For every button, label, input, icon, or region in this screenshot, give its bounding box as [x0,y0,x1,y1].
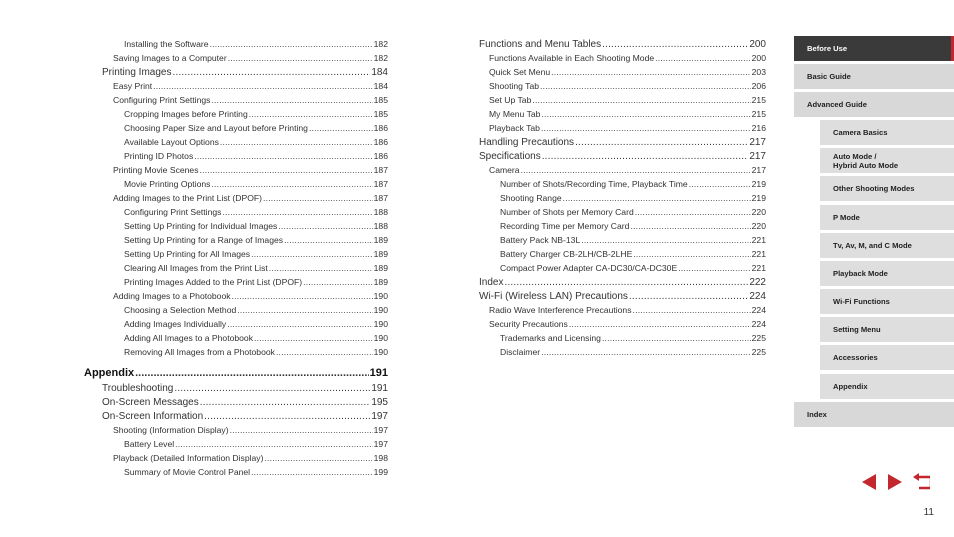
toc-entry[interactable] [479,277,766,291]
toc-entry-title: Available Layout Options [124,137,219,147]
toc-entry[interactable] [124,179,388,193]
next-page-icon [886,473,904,491]
toc-entry[interactable] [479,291,766,305]
toc-entry-page: 206 [751,81,766,91]
toc-entry-title: Setting Up Printing for a Range of Images [124,235,284,245]
toc-entry-page: 189 [373,277,388,287]
toc-entry[interactable] [113,291,388,305]
toc-entry-title: Security Precautions [489,319,568,329]
toc-entry-page: 215 [751,95,766,105]
toc-entry-page: 191 [371,383,388,394]
toc-entry-title: Appendix [84,367,135,379]
toc-entry-page: 224 [749,291,766,302]
sidebar-tab-label: Accessories [833,353,878,362]
sidebar-tab-auto-mode-hybrid-auto-mode[interactable] [820,148,954,173]
sidebar-tab-label: Camera Basics [833,128,888,137]
toc-entry-title: Setting Up Printing for Individual Images [124,221,278,231]
toc-entry-page: 220 [751,221,766,231]
toc-entry-title: Functions and Menu Tables [479,39,602,50]
toc-entry[interactable] [113,95,388,109]
toc-entry-page: 189 [373,235,388,245]
return-icon [912,473,930,491]
dot-leader [204,411,370,422]
toc-entry[interactable] [489,109,766,123]
toc-entry-page: 186 [373,137,388,147]
sidebar-tab-camera-basics[interactable] [820,120,954,145]
toc-entry-page: 217 [749,151,766,162]
toc-entry-title: Compact Power Adapter CA-DC30/CA-DC30E [500,263,678,273]
toc-entry-page: 195 [371,397,388,408]
toc-entry[interactable] [500,249,766,263]
dot-leader [629,291,748,302]
toc-entry-title: Handling Precautions [479,137,575,148]
toc-entry[interactable] [113,425,388,439]
toc-entry-title: Playback (Detailed Information Display) [113,453,264,463]
toc-entry[interactable] [102,397,388,411]
toc-entry-title: Summary of Movie Control Panel [124,467,251,477]
dot-leader [581,235,750,245]
toc-entry[interactable] [489,319,766,333]
toc-entry-page: 197 [373,439,388,449]
toc-entry-page: 187 [373,193,388,203]
toc-entry[interactable] [479,137,766,151]
toc-entry[interactable] [102,67,388,81]
toc-entry-page: 189 [373,249,388,259]
toc-entry-title: Playback Tab [489,123,540,133]
dot-leader [194,151,372,161]
toc-entry-title: Camera [489,165,520,175]
toc-entry-title: Quick Set Menu [489,67,551,77]
toc-entry-title: On-Screen Information [102,411,204,422]
toc-entry-page: 221 [751,235,766,245]
toc-entry-page: 197 [371,411,388,422]
sidebar-tab-wi-fi-functions[interactable] [820,289,954,314]
toc-entry[interactable] [113,165,388,179]
dot-leader [504,277,748,288]
sidebar-tab-label: Before Use [807,44,848,53]
toc-entry-page: 190 [373,305,388,315]
toc-entry-title: Clearing All Images from the Print List [124,263,268,273]
toc-entry[interactable] [124,319,388,333]
toc-entry[interactable] [479,151,766,165]
toc-entry-title: Radio Wave Interference Precautions [489,305,632,315]
toc-entry-title: Adding All Images to a Photobook [124,333,253,343]
toc-entry-page: 198 [373,453,388,463]
toc-entry-title: Battery Level [124,439,175,449]
toc-entry-page: 184 [371,67,388,78]
dot-leader [237,305,372,315]
dot-leader [200,165,373,175]
toc-entry-page: 189 [373,263,388,273]
dot-leader [540,81,751,91]
toc-entry-title: Troubleshooting [102,383,174,394]
toc-entry-page: 184 [373,81,388,91]
sidebar-tab-p-mode[interactable] [820,205,954,230]
dot-leader [175,439,372,449]
toc-entry-page: 224 [751,305,766,315]
toc-entry-page: 221 [751,263,766,273]
toc-entry[interactable] [489,165,766,179]
toc-entry-page: 199 [373,467,388,477]
toc-entry-page: 224 [751,319,766,329]
sidebar-tab-label: Playback Mode [833,269,888,278]
toc-entry-page: 197 [373,425,388,435]
toc-entry-title: Recording Time per Memory Card [500,221,630,231]
toc-entry-title: Shooting Range [500,193,562,203]
toc-entry-page: 219 [751,193,766,203]
sidebar-tab-label: Other Shooting Modes [833,184,915,193]
toc-entry-title: Easy Print [113,81,153,91]
toc-entry[interactable] [500,333,766,347]
sidebar-tab-label: Tv, Av, M, and C Mode [833,241,912,250]
dot-leader [251,249,373,259]
toc-entry-title: Battery Pack NB-13L [500,235,581,245]
dot-leader [228,53,373,63]
toc-entry[interactable] [113,453,388,467]
toc-entry-title: Disclaimer [500,347,541,357]
toc-entry[interactable] [479,39,766,53]
dot-leader [541,123,751,133]
page-number: 11 [923,507,934,518]
toc-entry[interactable] [124,109,388,123]
sidebar-tab-label: Setting Menu [833,325,881,334]
toc-entry-page: 187 [373,179,388,189]
toc-entry[interactable] [500,235,766,249]
toc-entry-page: 222 [749,277,766,288]
toc-entry[interactable] [489,123,766,137]
toc-entry[interactable] [124,305,388,319]
toc-entry-title: Choosing a Selection Method [124,305,237,315]
dot-leader [551,67,751,77]
toc-entry-page: 186 [373,151,388,161]
dot-leader [211,95,372,105]
dot-leader [249,109,373,119]
dot-leader [210,39,373,49]
page-navigation [860,472,934,492]
toc-entry[interactable] [500,347,766,361]
toc-entry-title: Number of Shots/Recording Time, Playback Time [500,179,688,189]
toc-entry-title: Printing Images Added to the Print List (DPOF) [124,277,303,287]
toc-entry-page: 182 [373,39,388,49]
dot-leader [200,397,371,408]
toc-entry-page: 182 [373,53,388,63]
sidebar-tab-playback-mode[interactable] [820,261,954,286]
dot-leader [521,165,751,175]
toc-entry[interactable] [124,137,388,151]
toc-entry-title: Printing ID Photos [124,151,194,161]
dot-leader [284,235,373,245]
toc-entry-title: Shooting (Information Display) [113,425,229,435]
toc-entry-title: Adding Images Individually [124,319,227,329]
sidebar-tab-before-use[interactable] [794,36,954,61]
dot-leader [532,95,750,105]
dot-leader [303,277,372,287]
sidebar-tab-basic-guide[interactable] [794,64,954,89]
dot-leader [633,305,751,315]
dot-leader [689,179,751,189]
dot-leader [264,453,372,463]
dot-leader [278,221,372,231]
toc-entry[interactable] [500,263,766,277]
dot-leader [232,291,373,301]
dot-leader [563,193,751,203]
toc-entry-page: 200 [751,53,766,63]
sidebar-tab-label: P Mode [833,213,860,222]
dot-leader [655,53,751,63]
toc-entry[interactable] [124,249,388,263]
dot-leader [635,207,751,217]
toc-entry[interactable] [124,123,388,137]
dot-leader [630,221,750,231]
toc-entry-title: Wi-Fi (Wireless LAN) Precautions [479,291,628,302]
toc-entry-page: 221 [751,249,766,259]
toc-entry-title: Adding Images to the Print List (DPOF) [113,193,263,203]
toc-entry-page: 220 [751,207,766,217]
dot-leader [222,207,372,217]
sidebar-tab-advanced-guide[interactable] [794,92,954,117]
dot-leader [220,137,373,147]
toc-entry[interactable] [489,53,766,67]
dot-leader [227,319,372,329]
toc-entry-page: 186 [373,123,388,133]
toc-entry-title: Printing Movie Scenes [113,165,199,175]
toc-entry-title: My Menu Tab [489,109,541,119]
toc-entry-title: On-Screen Messages [102,397,199,408]
toc-entry-title: Configuring Print Settings [113,95,211,105]
toc-entry-title: Setting Up Printing for All Images [124,249,251,259]
toc-entry[interactable] [500,221,766,235]
toc-entry-page: 191 [369,367,388,379]
toc-entry-page: 190 [373,347,388,357]
toc-entry[interactable] [124,263,388,277]
toc-entry[interactable] [124,347,388,361]
toc-entry-title: Choosing Paper Size and Layout before Printing [124,123,308,133]
toc-entry-page: 219 [751,179,766,189]
toc-entry-page: 216 [751,123,766,133]
toc-entry-page: 217 [749,137,766,148]
dot-leader [678,263,750,273]
dot-leader [251,467,373,477]
dot-leader [254,333,373,343]
toc-entry[interactable] [102,383,388,397]
toc-entry[interactable] [124,207,388,221]
dot-leader [153,81,372,91]
toc-entry[interactable] [489,95,766,109]
toc-entry[interactable] [489,305,766,319]
next-page-button[interactable] [886,473,904,491]
toc-entry-page: 185 [373,109,388,119]
sidebar-tab-label: Auto Mode / Hybrid Auto Mode [833,151,899,170]
prev-page-button[interactable] [860,473,878,491]
toc-entry[interactable] [500,179,766,193]
toc-entry-title: Movie Printing Options [124,179,211,189]
toc-entry[interactable] [124,39,388,53]
dot-leader [309,123,373,133]
toc-entry-page: 225 [751,333,766,343]
toc-entry-page: 188 [373,207,388,217]
toc-entry-page: 200 [749,39,766,50]
dot-leader [135,367,369,379]
toc-entry-page: 185 [373,95,388,105]
toc-entry-title: Cropping Images before Printing [124,109,248,119]
dot-leader [575,137,748,148]
toc-entry[interactable] [124,333,388,347]
sidebar-tab-label: Wi-Fi Functions [833,297,890,306]
toc-entry[interactable] [500,193,766,207]
return-button[interactable] [912,473,930,491]
toc-entry-page: 203 [751,67,766,77]
sidebar-tab-label: Appendix [833,382,868,391]
dot-leader [276,347,373,357]
toc-entry[interactable] [113,53,388,67]
sidebar-tab-label: Basic Guide [807,72,851,81]
dot-leader [174,383,370,394]
toc-entry-title: Set Up Tab [489,95,532,105]
dot-leader [211,179,372,189]
sidebar-tab-accessories[interactable] [820,345,954,370]
toc-entry-page: 190 [373,291,388,301]
dot-leader [541,109,750,119]
toc-entry-title: Trademarks and Licensing [500,333,601,343]
dot-leader [633,249,750,259]
toc-entry-page: 217 [751,165,766,175]
sidebar-tab-other-shooting-modes[interactable] [820,176,954,201]
dot-leader [269,263,373,273]
toc-entry-title: Battery Charger CB-2LH/CB-2LHE [500,249,633,259]
toc-entry-title: Removing All Images from a Photobook [124,347,275,357]
toc-entry[interactable] [124,235,388,249]
toc-entry[interactable] [489,67,766,81]
toc-entry-page: 190 [373,333,388,343]
toc-entry-title: Functions Available in Each Shooting Mode [489,53,655,63]
toc-entry-title: Number of Shots per Memory Card [500,207,634,217]
toc-entry[interactable] [102,411,388,425]
dot-leader [602,333,751,343]
dot-leader [263,193,373,203]
dot-leader [541,347,751,357]
sidebar-tab-label: Advanced Guide [807,100,867,109]
prev-page-icon [860,473,878,491]
toc-entry-title: Adding Images to a Photobook [113,291,231,301]
toc-entry-title: Index [479,277,504,288]
sidebar-tab-setting-menu[interactable] [820,317,954,342]
toc-entry-title: Installing the Software [124,39,209,49]
toc-entry[interactable] [489,81,766,95]
dot-leader [230,425,373,435]
dot-leader [172,67,370,78]
toc-entry-page: 225 [751,347,766,357]
toc-entry-title: Printing Images [102,67,172,78]
toc-entry[interactable] [113,81,388,95]
toc-entry-title: Specifications [479,151,541,162]
toc-entry[interactable] [124,277,388,291]
toc-entry[interactable] [124,221,388,235]
sidebar-tab-index[interactable] [794,402,954,427]
toc-entry[interactable] [84,367,388,381]
sidebar-tab-label: Index [807,410,827,419]
toc-entry-title: Shooting Tab [489,81,540,91]
toc-entry[interactable] [124,439,388,453]
toc-entry-page: 190 [373,319,388,329]
dot-leader [602,39,748,50]
toc-entry-title: Configuring Print Settings [124,207,222,217]
toc-entry[interactable] [500,207,766,221]
sidebar-tab-tv-av-m-and-c-mode[interactable] [820,233,954,258]
toc-entry-page: 188 [373,221,388,231]
toc-entry-title: Saving Images to a Computer [113,53,227,63]
toc-entry-page: 187 [373,165,388,175]
toc-entry[interactable] [113,193,388,207]
toc-entry[interactable] [124,467,388,481]
toc-entry-page: 215 [751,109,766,119]
dot-leader [542,151,749,162]
dot-leader [569,319,751,329]
toc-entry[interactable] [124,151,388,165]
sidebar-tab-appendix[interactable] [820,374,954,399]
